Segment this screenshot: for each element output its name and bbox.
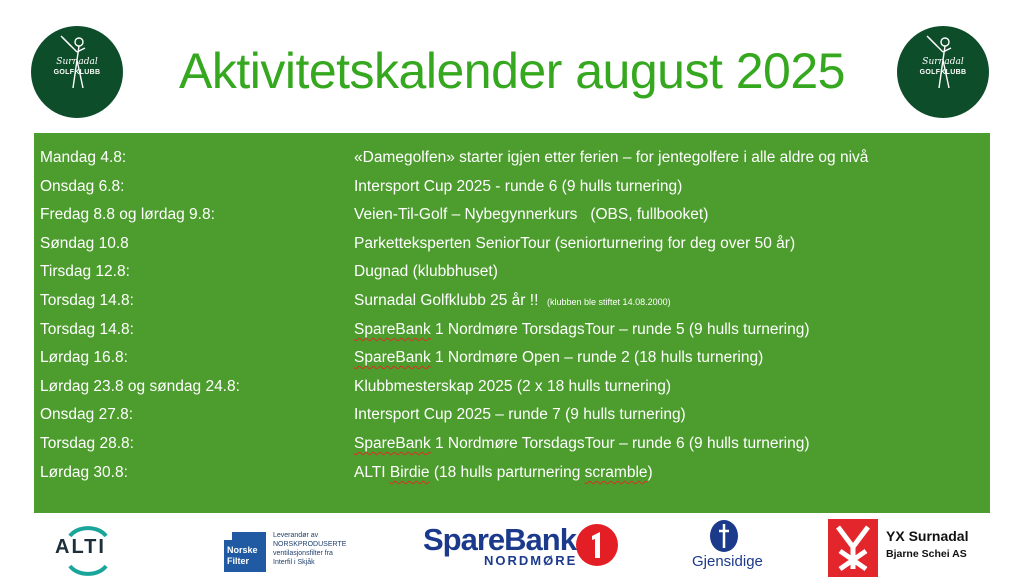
event-date: Onsdag 27.8: — [40, 406, 134, 423]
event-row — [34, 458, 990, 487]
gjensidige-shield-icon — [708, 519, 740, 553]
event-text: ALTI — [354, 464, 390, 481]
event-date: Søndag 10.8 — [40, 235, 129, 252]
spellcheck-word: Birdie — [389, 464, 430, 481]
norske-filter-logo — [224, 532, 266, 572]
event-row — [34, 343, 990, 372]
gjensidige-logo-text: Gjensidige — [692, 553, 763, 570]
sparebank-one-icon — [575, 523, 619, 567]
sparebank-logo-text: SpareBank — [423, 522, 576, 557]
event-row — [34, 372, 990, 401]
alti-logo-text: ALTI — [55, 536, 106, 558]
event-date: Fredag 8.8 og lørdag 9.8: — [40, 206, 215, 223]
event-date: Onsdag 6.8: — [40, 178, 125, 195]
event-row — [34, 429, 990, 458]
club-logo-subtext: GOLFKLUBB — [919, 69, 967, 76]
events-panel — [34, 133, 990, 513]
event-description — [354, 343, 763, 372]
event-description — [354, 458, 653, 487]
event-date: Mandag 4.8: — [40, 149, 127, 166]
event-description: «Damegolfen» starter igjen etter ferien – for jentegolfere i alle aldre og nivå — [354, 149, 869, 166]
event-date: Lørdag 30.8: — [40, 464, 128, 481]
event-description — [354, 315, 809, 344]
event-description: Parketteksperten SeniorTour (seniorturnering for deg over 50 år) — [354, 235, 796, 252]
club-logo-left — [31, 26, 123, 118]
event-text: Surnadal Golfklubb 25 år !! — [354, 292, 539, 309]
event-text: 1 Nordmøre TorsdagsTour – runde 6 (9 hulls turnering) — [430, 435, 810, 452]
event-note: (klubben ble stiftet 14.08.2000) — [547, 297, 671, 307]
event-date: Tirsdag 12.8: — [40, 263, 130, 280]
event-text: ) — [647, 464, 653, 481]
event-date: Lørdag 23.8 og søndag 24.8: — [40, 378, 240, 395]
yx-logo-subtext: Bjarne Schei AS — [886, 548, 967, 560]
filter-corner-icon — [224, 532, 232, 540]
club-logo-right — [897, 26, 989, 118]
club-logo-subtext: GOLFKLUBB — [53, 69, 101, 76]
event-date: Torsdag 14.8: — [40, 321, 134, 338]
event-row — [34, 229, 990, 258]
spellcheck-word: SpareBank — [354, 435, 431, 452]
event-description: Intersport Cup 2025 – runde 7 (9 hulls turnering) — [354, 406, 686, 423]
club-logo-text: Surnadal — [56, 57, 98, 67]
event-date: Lørdag 16.8: — [40, 349, 128, 366]
event-row — [34, 257, 990, 286]
event-row — [34, 200, 990, 229]
event-description: Dugnad (klubbhuset) — [354, 263, 498, 280]
event-text: 1 Nordmøre TorsdagsTour – runde 5 (9 hulls turnering) — [430, 321, 810, 338]
spellcheck-word: SpareBank — [354, 349, 431, 366]
spellcheck-word: scramble — [584, 464, 648, 481]
club-logo-text: Surnadal — [922, 57, 964, 67]
spellcheck-word: SpareBank — [354, 321, 431, 338]
event-text: (18 hulls parturnering — [429, 464, 585, 481]
event-date: Torsdag 28.8: — [40, 435, 134, 452]
norske-filter-tagline: Leverandør av NORSKPRODUSERTE ventilasjonsfilter fra Interfil i Skjåk — [273, 532, 347, 566]
event-row — [34, 286, 990, 315]
yx-logo-text: YX Surnadal — [886, 528, 969, 544]
event-row — [34, 400, 990, 429]
event-description: Klubbmesterskap 2025 (2 x 18 hulls turnering) — [354, 378, 672, 395]
event-text: 1 Nordmøre Open – runde 2 (18 hulls turnering) — [430, 349, 764, 366]
event-description — [354, 286, 671, 317]
event-row — [34, 143, 990, 172]
page-title: Aktivitetskalender august 2025 — [179, 43, 845, 99]
event-date: Torsdag 14.8: — [40, 292, 134, 309]
sparebank-logo-subtext: NORDMØRE — [484, 553, 578, 568]
event-row — [34, 315, 990, 344]
event-description: Veien-Til-Golf – Nybegynnerkurs (OBS, fullbooket) — [354, 206, 709, 223]
event-description — [354, 429, 809, 458]
yx-logo-icon — [828, 519, 878, 577]
event-description: Intersport Cup 2025 - runde 6 (9 hulls turnering) — [354, 178, 683, 195]
event-row — [34, 172, 990, 201]
norske-filter-logo-text: Norske Filter — [227, 545, 258, 566]
